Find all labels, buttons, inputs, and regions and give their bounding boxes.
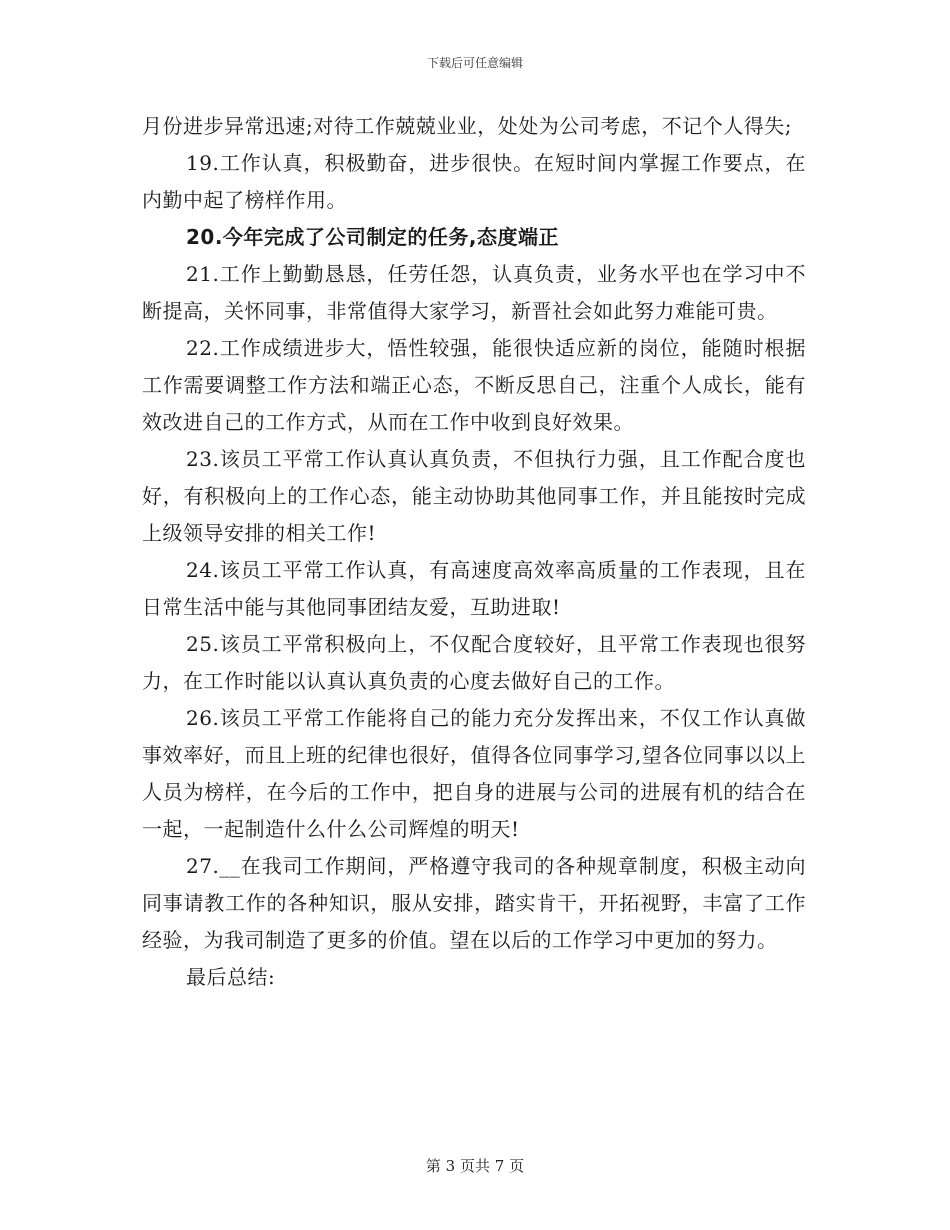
paragraph-item-20: 20.今年完成了公司制定的任务,态度端正 xyxy=(186,225,560,249)
paragraph-item-27: 27.__在我司工作期间，严格遵守我司的各种规章制度，积极主动向同事请教工作的各种知识，服从安排，踏实肯干，开拓视野，丰富了工作经验，为我司制造了更多的价值。望在以后的工作学习中更加的努力。 xyxy=(142,854,806,952)
paragraph-item-23: 23.该员工平常工作认真认真负责，不但执行力强，且工作配合度也好，有积极向上的工作心态，能主动协助其他同事工作，并且能按时完成上级领导安排的相关工作! xyxy=(142,447,806,545)
paragraph-continuation: 月份进步异常迅速;对待工作兢兢业业，处处为公司考虑，不记个人得失; xyxy=(142,114,792,138)
paragraph-item-19: 19.工作认真，积极勤奋，进步很快。在短时间内掌握工作要点，在内勤中起了榜样作用。 xyxy=(142,151,806,212)
paragraph-item-21: 21.工作上勤勤恳恳，任劳任怨，认真负责，业务水平也在学习中不断提高，关怀同事，非常值得大家学习，新晋社会如此努力难能可贵。 xyxy=(142,262,806,323)
page-footer: 第 3 页共 7 页 xyxy=(425,1157,525,1175)
paragraph-final-summary: 最后总结: xyxy=(186,965,276,989)
paragraph-item-26: 26.该员工平常工作能将自己的能力充分发挥出来，不仅工作认真做事效率好，而且上班的纪律也很好，值得各位同事学习,望各位同事以以上人员为榜样，在今后的工作中，把自身的进展与公司的进展有机的结合在一起，一起制造什么什么公司辉煌的明天! xyxy=(142,706,806,841)
paragraph-item-22: 22.工作成绩进步大，悟性较强，能很快适应新的岗位，能随时根据工作需要调整工作方法和端正心态，不断反思自己，注重个人成长，能有效改进自己的工作方式，从而在工作中收到良好效果。 xyxy=(142,336,806,434)
paragraph-item-24: 24.该员工平常工作认真，有高速度高效率高质量的工作表现，且在日常生活中能与其他同事团结友爱，互助进取! xyxy=(142,558,806,619)
page-header: 下载后可任意编辑 xyxy=(426,56,523,70)
paragraph-item-25: 25.该员工平常积极向上，不仅配合度较好，且平常工作表现也很努力，在工作时能以认真认真负责的心度去做好自己的工作。 xyxy=(142,632,806,693)
document-body xyxy=(142,108,806,996)
